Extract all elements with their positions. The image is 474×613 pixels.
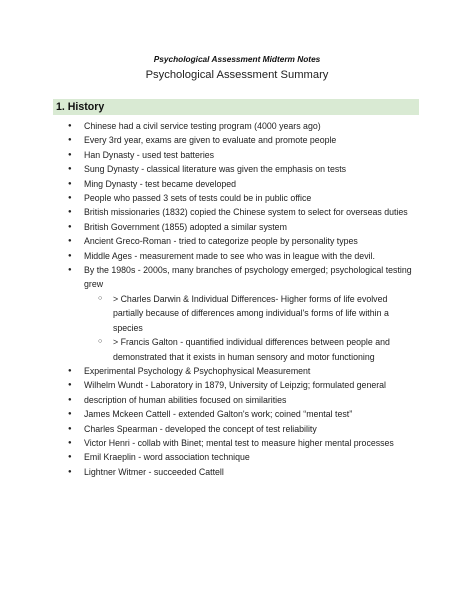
document-subtitle: Psychological Assessment Summary [145, 69, 329, 81]
list-item-text: description of human abilities focused on similarities [84, 394, 287, 405]
bullet-icon: ● [68, 209, 72, 216]
list-item-text: Middle Ages - measurement made to see who was in league with the devil. [84, 250, 375, 261]
list-item [68, 422, 424, 436]
bullet-icon: ● [68, 238, 72, 245]
list-item-text: British missionaries (1832) copied the Chinese system to select for overseas duties [84, 207, 408, 218]
list-item-text: Han Dynasty - used test batteries [84, 149, 215, 160]
bullet-icon: ● [68, 123, 72, 129]
bullet-icon: ● [68, 137, 72, 144]
list-item-text: James Mckeen Cattell - extended Galton's work; coined “mental test” [84, 409, 353, 420]
bullet-icon: ● [68, 166, 72, 173]
list-item-text: Wilhelm Wundt - Laboratory in 1879, University of Leipzig; formulated general [84, 380, 387, 391]
list-item [68, 436, 424, 450]
bullet-icon: ● [68, 411, 72, 418]
list-item-text: British Government (1855) adopted a similar system [84, 221, 287, 232]
bullet-icon: ● [68, 195, 72, 202]
list-item [68, 234, 424, 248]
bullet-icon: ● [68, 180, 72, 187]
list-item-text: Ancient Greco-Roman - tried to categorize people by personality types [84, 236, 358, 247]
list-item-text: People who passed 3 sets of tests could be in public office [84, 193, 312, 204]
list-item [68, 364, 424, 378]
list-item-text: Sung Dynasty - classical literature was given the emphasis on tests [84, 164, 347, 175]
list-item-text: Emil Kraeplin - word association technique [84, 452, 250, 463]
list-item [68, 177, 424, 191]
section-heading: 1. History [53, 99, 419, 115]
list-item [68, 393, 424, 407]
list-item [68, 407, 424, 421]
list-item [68, 133, 424, 147]
document-title: Psychological Assessment Midterm Notes [153, 54, 321, 64]
bullet-icon: ● [68, 151, 72, 158]
list-item-text: By the 1980s - 2000s, many branches of psychology emerged; psychological testing grew [84, 265, 412, 290]
list-item [68, 205, 424, 219]
bullet-icon: ● [68, 367, 72, 374]
list-item [68, 263, 424, 292]
bullet-icon: ● [68, 468, 72, 475]
bullet-icon: ● [68, 382, 72, 389]
list-item-text: Lightner Witmer - succeeded Cattell [84, 466, 224, 477]
list-item-text: Every 3rd year, exams are given to evaluate and promote people [84, 135, 337, 146]
hollow-bullet-icon: ○ [98, 294, 103, 302]
bullet-icon: ● [68, 439, 72, 446]
list-item [68, 249, 424, 263]
list-item [68, 465, 424, 479]
list-item-text: Charles Spearman - developed the concept of test reliability [84, 423, 317, 434]
list-item [68, 162, 424, 176]
list-item-text: Chinese had a civil service testing program (4000 years ago) [84, 121, 321, 131]
hollow-bullet-icon: ○ [98, 338, 103, 346]
sub-list-item-text: > Francis Galton - quantified individual differences between people and demonstrated that it exists in human sensory and motor functioning [113, 337, 390, 362]
bullet-icon: ● [68, 252, 72, 259]
bullet-icon: ● [68, 454, 72, 461]
list-item [68, 148, 424, 162]
list-item [68, 191, 424, 205]
bullet-icon: ● [68, 425, 72, 432]
bullet-icon: ● [68, 267, 72, 274]
list-item-text: Ming Dynasty - test became developed [84, 178, 237, 189]
sub-list-item [98, 292, 418, 335]
bullet-icon: ● [68, 396, 72, 403]
list-item [68, 220, 424, 234]
bullet-icon: ● [68, 223, 72, 230]
list-item [68, 450, 424, 464]
sub-list-item-text: > Charles Darwin & Individual Differences- Higher forms of life evolved partially because of differences among individual's forms of life within a species [113, 293, 389, 333]
list-item [68, 119, 424, 133]
list-item-text: Victor Henri - collab with Binet; mental test to measure higher mental processes [84, 437, 394, 448]
list-item [68, 378, 424, 392]
list-item-text: Experimental Psychology & Psychophysical Measurement [84, 365, 311, 376]
bullet-list [0, 119, 474, 479]
sub-list-item [98, 335, 418, 364]
